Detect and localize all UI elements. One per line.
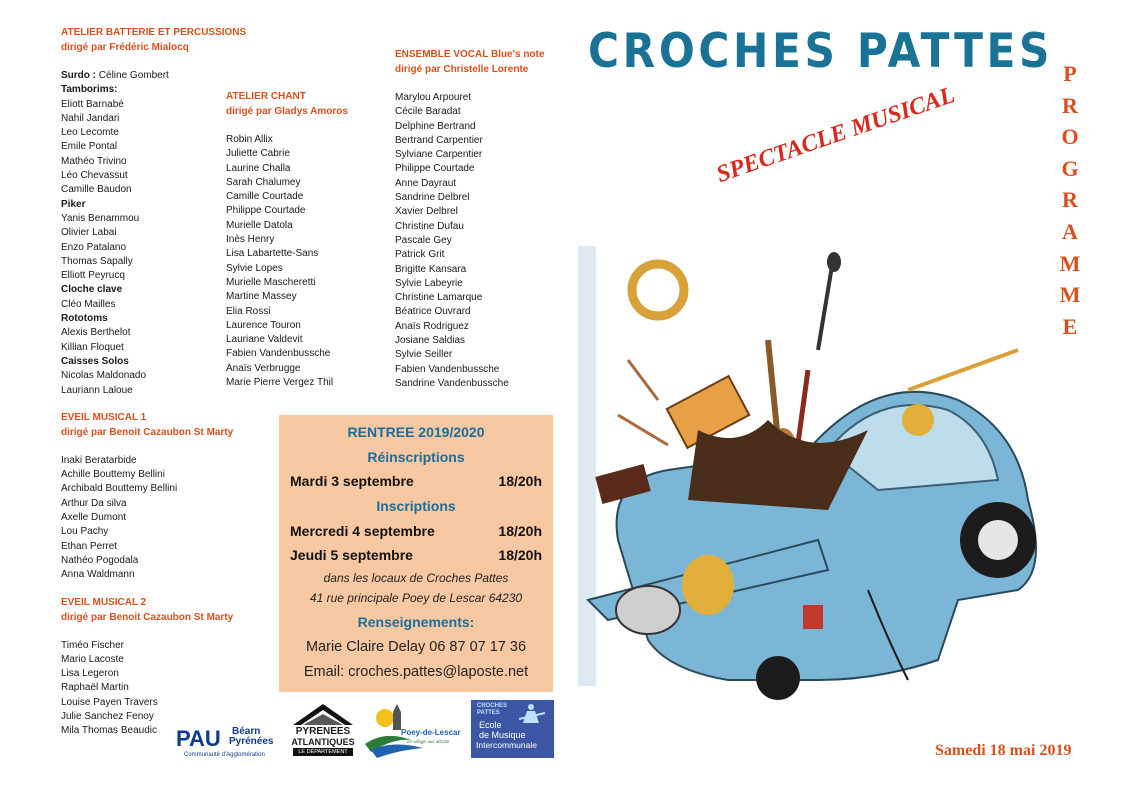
chant-leader: dirigé par Gladys Amoros bbox=[226, 106, 348, 117]
drumstick-icon bbox=[618, 415, 668, 445]
snare-drum-icon bbox=[616, 586, 680, 634]
poey-de-lescar-logo bbox=[363, 704, 459, 762]
schedule-day: Mardi 3 septembre bbox=[290, 473, 414, 489]
list-item: Christine Dufau bbox=[395, 220, 464, 232]
trombone-icon bbox=[908, 350, 1018, 390]
list-item: Sylvie Labeyrie bbox=[395, 277, 463, 289]
drumstick-icon bbox=[628, 360, 658, 400]
list-item: Inès Henry bbox=[226, 234, 275, 246]
list-item: Inaki Beratarbide bbox=[61, 454, 137, 466]
schedule-row-mercredi bbox=[290, 523, 542, 539]
microphone-icon bbox=[818, 260, 833, 350]
eveil2-list bbox=[61, 639, 246, 739]
column-chant bbox=[226, 89, 348, 390]
list-item: Laurine Challa bbox=[226, 162, 291, 174]
pau-bearn-pyrenees-logo bbox=[176, 726, 284, 766]
surdo-line bbox=[61, 69, 246, 83]
schedule-day: Mercredi 4 septembre bbox=[290, 523, 435, 539]
list-item: Nahil Jandari bbox=[61, 112, 120, 124]
tambourine-icon bbox=[632, 264, 684, 316]
schedule-day: Jeudi 5 septembre bbox=[290, 547, 413, 563]
list-item: Achille Bouttemy Bellini bbox=[61, 469, 165, 481]
list-item: Olivier Labai bbox=[61, 227, 117, 239]
contact-text: Marie Claire Delay 06 87 07 17 36 bbox=[305, 639, 527, 655]
list-item: Bertrand Carpentier bbox=[395, 134, 483, 146]
list-item: Emile Pontal bbox=[61, 141, 118, 153]
list-item: Sylvie Seiller bbox=[395, 349, 453, 361]
programme-letter: P bbox=[1063, 61, 1077, 86]
poey-logo-sub: en village aux attraits bbox=[407, 739, 450, 744]
mountain-icon bbox=[289, 701, 357, 727]
programme-letter: M bbox=[1059, 282, 1081, 308]
list-item: Eliott Barnabé bbox=[61, 98, 124, 110]
column-batterie-eveil bbox=[61, 25, 246, 739]
chant-list bbox=[226, 133, 348, 390]
guitarist-icon bbox=[517, 703, 547, 725]
list-item: Louise Payen Travers bbox=[61, 696, 158, 708]
list-item: Martine Massey bbox=[226, 291, 297, 303]
schedule-time: 18/20h bbox=[498, 547, 542, 563]
list-item: Camille Baudon bbox=[61, 184, 132, 196]
list-item: Béatrice Ouvrard bbox=[395, 306, 471, 318]
cp-logo-line5: Intercommunale bbox=[476, 740, 537, 750]
list-item: Yanis Benammou bbox=[61, 212, 140, 224]
programme-vertical-label bbox=[1055, 58, 1085, 342]
pa-logo-sub: LE DÉPARTEMENT bbox=[293, 748, 353, 756]
list-item: Sandrine Delbrel bbox=[395, 192, 470, 204]
surdo-name: Céline Gombert bbox=[98, 70, 169, 81]
list-item: Delphine Bertrand bbox=[395, 120, 476, 132]
tamborims-label: Tamborims: bbox=[61, 84, 118, 96]
schedule-row-jeudi bbox=[290, 547, 542, 563]
programme-letter: M bbox=[1059, 250, 1081, 276]
eveil1-list bbox=[61, 454, 246, 583]
programme-letter: A bbox=[1062, 218, 1078, 244]
location-text: dans les locaux de Croches Pattes bbox=[323, 571, 509, 585]
list-item: Marylou Arpouret bbox=[395, 92, 472, 103]
list-item: Nathéo Pogodala bbox=[61, 554, 139, 566]
pa-logo-line2: ATLANTIQUES bbox=[291, 737, 355, 747]
programme-letter: R bbox=[1062, 92, 1078, 118]
list-item: Josiane Saldias bbox=[395, 335, 466, 347]
programme-letter: R bbox=[1062, 187, 1078, 213]
car-front-wheel bbox=[756, 656, 800, 700]
pyrenees-atlantiques-logo bbox=[289, 701, 357, 761]
list-item: Mathéo Trivino bbox=[61, 155, 127, 167]
list-item: Sylviane Carpentier bbox=[395, 149, 483, 161]
croches-pattes-school-logo bbox=[471, 700, 554, 758]
list-item: Leo Lecomte bbox=[61, 127, 119, 139]
chant-title: ATELIER CHANT bbox=[226, 91, 306, 102]
cp-logo-line1: CROCHES bbox=[477, 703, 508, 709]
schedule-row-mardi bbox=[290, 473, 542, 489]
email-text: Email: croches.pattes@laposte.net bbox=[303, 664, 529, 680]
list-item: Lou Pachy bbox=[61, 526, 109, 538]
ensemble-list bbox=[395, 91, 544, 391]
spectacle-musical-subtitle: SPECTACLE MUSICAL bbox=[713, 82, 959, 189]
list-item: Cécile Baradat bbox=[395, 106, 461, 118]
list-item: Axelle Dumont bbox=[61, 512, 127, 524]
microphone-head bbox=[827, 252, 841, 272]
tail-light-icon bbox=[803, 605, 823, 629]
list-item: Juliette Cabrie bbox=[226, 148, 290, 160]
address-text: 41 rue principale Poey de Lescar 64230 bbox=[309, 591, 523, 605]
ensemble-leader: dirigé par Christelle Lorente bbox=[395, 64, 529, 75]
list-item: Lisa Legeron bbox=[61, 668, 119, 680]
list-item: Christine Lamarque bbox=[395, 292, 483, 304]
cloche-label: Cloche clave bbox=[61, 284, 123, 296]
wheel-hub bbox=[978, 520, 1018, 560]
poey-logo-text: Poey-de-Lescar bbox=[401, 728, 461, 737]
list-item: Cléo Mailles bbox=[61, 298, 116, 310]
list-item: Timéo Fischer bbox=[61, 639, 124, 651]
programme-letter: E bbox=[1062, 313, 1078, 339]
schedule-time: 18/20h bbox=[498, 473, 542, 489]
list-item: Patrick Grit bbox=[395, 249, 445, 261]
rentree-title: RENTREE 2019/2020 bbox=[347, 424, 485, 440]
list-item: Sandrine Vandenbussche bbox=[395, 377, 509, 389]
list-item: Archibald Bouttemy Bellini bbox=[61, 483, 178, 495]
list-item: Elia Rossi bbox=[226, 305, 271, 317]
list-item: Robin Allix bbox=[226, 134, 273, 145]
car-with-instruments-illustration bbox=[578, 240, 1048, 700]
list-item: Anna Waldmann bbox=[61, 569, 135, 581]
eveil1-leader: dirigé par Benoit Cazaubon St Marty bbox=[61, 426, 234, 438]
pau-logo-sub: Communauté d'Agglomération bbox=[184, 752, 265, 758]
list-item: Fabien Vandenbussche bbox=[226, 348, 331, 360]
list-item: Brigitte Kansara bbox=[395, 263, 467, 275]
event-date: Samedi 18 mai 2019 bbox=[935, 742, 1072, 759]
surdo-label: Surdo : bbox=[61, 70, 96, 81]
list-item: Ethan Perret bbox=[61, 540, 118, 552]
list-item: Mila Thomas Beaudic bbox=[61, 725, 157, 737]
list-item: Laurence Touron bbox=[226, 319, 301, 331]
reinscriptions-heading: Réinscriptions bbox=[367, 449, 465, 465]
list-item: Enzo Patalano bbox=[61, 241, 127, 253]
poster-title: CROCHES PATTES bbox=[588, 24, 1054, 79]
list-item: Lauriane Valdevit bbox=[226, 334, 303, 346]
list-item: Thomas Sapally bbox=[61, 255, 133, 267]
schedule-time: 18/20h bbox=[498, 523, 542, 539]
trombone-bell bbox=[902, 404, 934, 436]
pau-logo-line2: Pyrénées bbox=[229, 736, 274, 747]
list-item: Camille Courtade bbox=[226, 191, 304, 203]
backdrop-strip bbox=[578, 246, 596, 686]
cp-logo-line2: PATTES bbox=[477, 710, 500, 716]
list-item: Anaïs Rodriguez bbox=[395, 320, 469, 332]
batterie-title: ATELIER BATTERIE ET PERCUSSIONS bbox=[61, 27, 247, 38]
eveil1-title: EVEIL MUSICAL 1 bbox=[61, 411, 147, 423]
list-item: Léo Chevassut bbox=[61, 170, 128, 182]
rototoms-label: Rototoms bbox=[61, 313, 108, 325]
list-item: Xavier Delbrel bbox=[395, 206, 458, 218]
list-item: Marie Pierre Vergez Thil bbox=[226, 377, 334, 389]
list-item: Anne Dayraut bbox=[395, 177, 457, 189]
caisses-label: Caisses Solos bbox=[61, 355, 129, 367]
inscriptions-heading: Inscriptions bbox=[376, 498, 456, 514]
rentree-info-box bbox=[279, 415, 553, 692]
eveil2-title: EVEIL MUSICAL 2 bbox=[61, 596, 147, 608]
list-item: Nicolas Maldonado bbox=[61, 370, 147, 382]
list-item: Philippe Courtade bbox=[395, 163, 475, 175]
list-item: Lauriann Laloue bbox=[61, 384, 133, 396]
list-item: Philippe Courtade bbox=[226, 205, 306, 217]
list-item: Raphaël Martin bbox=[61, 682, 129, 694]
list-item: Killian Floquet bbox=[61, 341, 124, 353]
list-item: Mario Lacoste bbox=[61, 653, 124, 665]
list-item: Pascale Gey bbox=[395, 234, 452, 246]
cymbal-icon bbox=[682, 555, 734, 615]
piker-label: Piker bbox=[61, 198, 86, 210]
cp-logo-line3: Ecole bbox=[479, 720, 502, 730]
list-item: Alexis Berthelot bbox=[61, 327, 131, 339]
list-item: Murielle Datola bbox=[226, 219, 293, 231]
list-item: Sylvie Lopes bbox=[226, 262, 283, 274]
list-item: Lisa Labartette-Sans bbox=[226, 248, 319, 260]
programme-letter: O bbox=[1061, 124, 1079, 150]
list-item: Fabien Vandenbussche bbox=[395, 363, 500, 375]
batterie-list bbox=[61, 69, 246, 398]
list-item: Julie Sanchez Fenoy bbox=[61, 710, 154, 722]
pau-logo-line1: Béarn bbox=[232, 726, 261, 737]
cp-logo-line4: de Musique bbox=[479, 730, 526, 740]
list-item: Anaïs Verbrugge bbox=[226, 362, 301, 374]
eveil2-leader: dirigé par Benoit Cazaubon St Marty bbox=[61, 611, 234, 623]
pau-logo-text: PAU bbox=[176, 726, 221, 751]
pa-logo-line1: PYRENEES bbox=[295, 726, 351, 737]
renseignements-heading: Renseignements: bbox=[357, 614, 475, 630]
list-item: Murielle Mascheretti bbox=[226, 276, 316, 288]
ensemble-title: ENSEMBLE VOCAL Blue's note bbox=[395, 49, 545, 60]
programme-letter: G bbox=[1061, 155, 1079, 181]
column-ensemble-vocal bbox=[395, 47, 544, 391]
list-item: Elliott Peyrucq bbox=[61, 270, 125, 282]
list-item: Sarah Chalumey bbox=[226, 176, 301, 188]
batterie-leader: dirigé par Frédéric Mialocq bbox=[61, 42, 189, 53]
list-item: Arthur Da silva bbox=[61, 497, 127, 509]
